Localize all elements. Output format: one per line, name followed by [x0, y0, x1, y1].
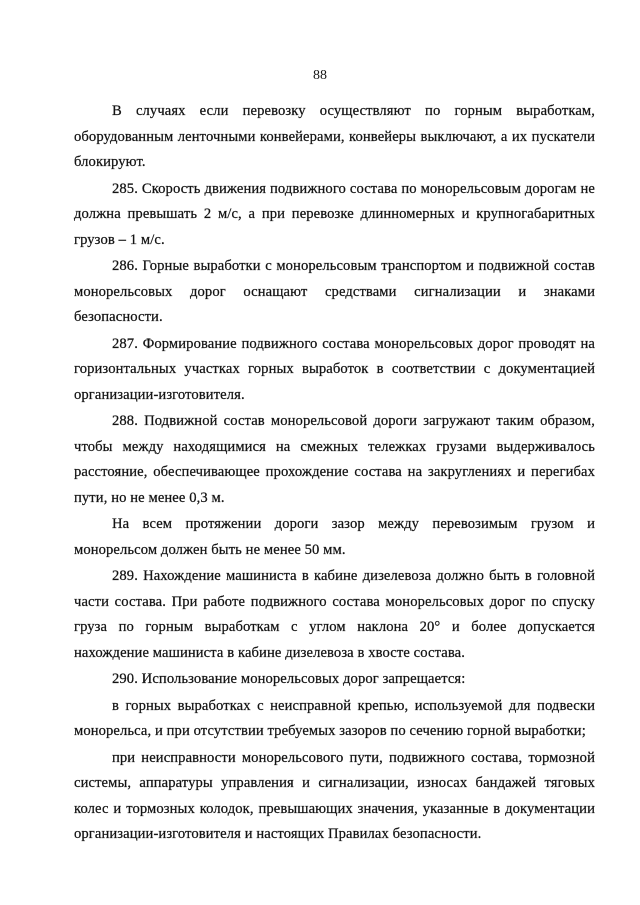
paragraph-290-prohibition: 290. Использование монорельсовых дорог запрещается: [112, 671, 466, 687]
paragraph-287-train-formation: 287. Формирование подвижного состава монорельсовых дорог проводят на горизонтальных участках горных выработок в соответствии с документацией организации-изготовителя. [74, 335, 595, 403]
paragraph-equipment-faults: при неисправности монорельсового пути, подвижного состава, тормозной системы, аппаратуры управления и сигнализации, износах бандажей тяговых колес и тормозных колодок, превышающих значения, указанные в документации организации-изготовителя и настоящих Правилах безопасности. [74, 749, 595, 842]
paragraph-285-speed-limit: 285. Скорость движения подвижного состава по монорельсовым дорогам не должна превышать 2 м/с, а при перевозке длинномерных и крупногабаритных грузов – 1 м/с. [74, 180, 595, 248]
paragraph-load-clearance: На всем протяжении дороги зазор между перевозимым грузом и монорельсом должен быть не менее 50 мм. [74, 516, 595, 558]
paragraph-289-driver-position: 289. Нахождение машиниста в кабине дизелевоза должно быть в головной части состава. При работе подвижного состава монорельсовых дорог по спуску груза по горным выработкам с углом наклона 20° и более допускается нахождение машиниста в кабине дизелевоза в хвосте состава. [74, 568, 595, 661]
paragraph-faulty-support: в горных выработках с неисправной крепью, используемой для подвески монорельса, и при отсутствии требуемых зазоров по сечению горной выработки; [74, 697, 595, 739]
document-body [74, 99, 595, 849]
paragraph-288-loading: 288. Подвижной состав монорельсовой дороги загружают таким образом, чтобы между находящимися на смежных тележках грузами выдерживалось расстояние, обеспечивающее прохождение состава на закруглениях и перегибах пути, но не менее 0,3 м. [74, 413, 595, 506]
page-number: 88 [313, 68, 327, 83]
paragraph-286-signaling: 286. Горные выработки с монорельсовым транспортом и подвижной состав монорельсовых дорог оснащают средствами сигнализации и знаками безопасности. [74, 258, 595, 325]
paragraph-conveyor-transport: В случаях если перевозку осуществляют по горным выработкам, оборудованным ленточными конвейерами, конвейеры выключают, а их пускатели блокируют. [74, 103, 595, 170]
